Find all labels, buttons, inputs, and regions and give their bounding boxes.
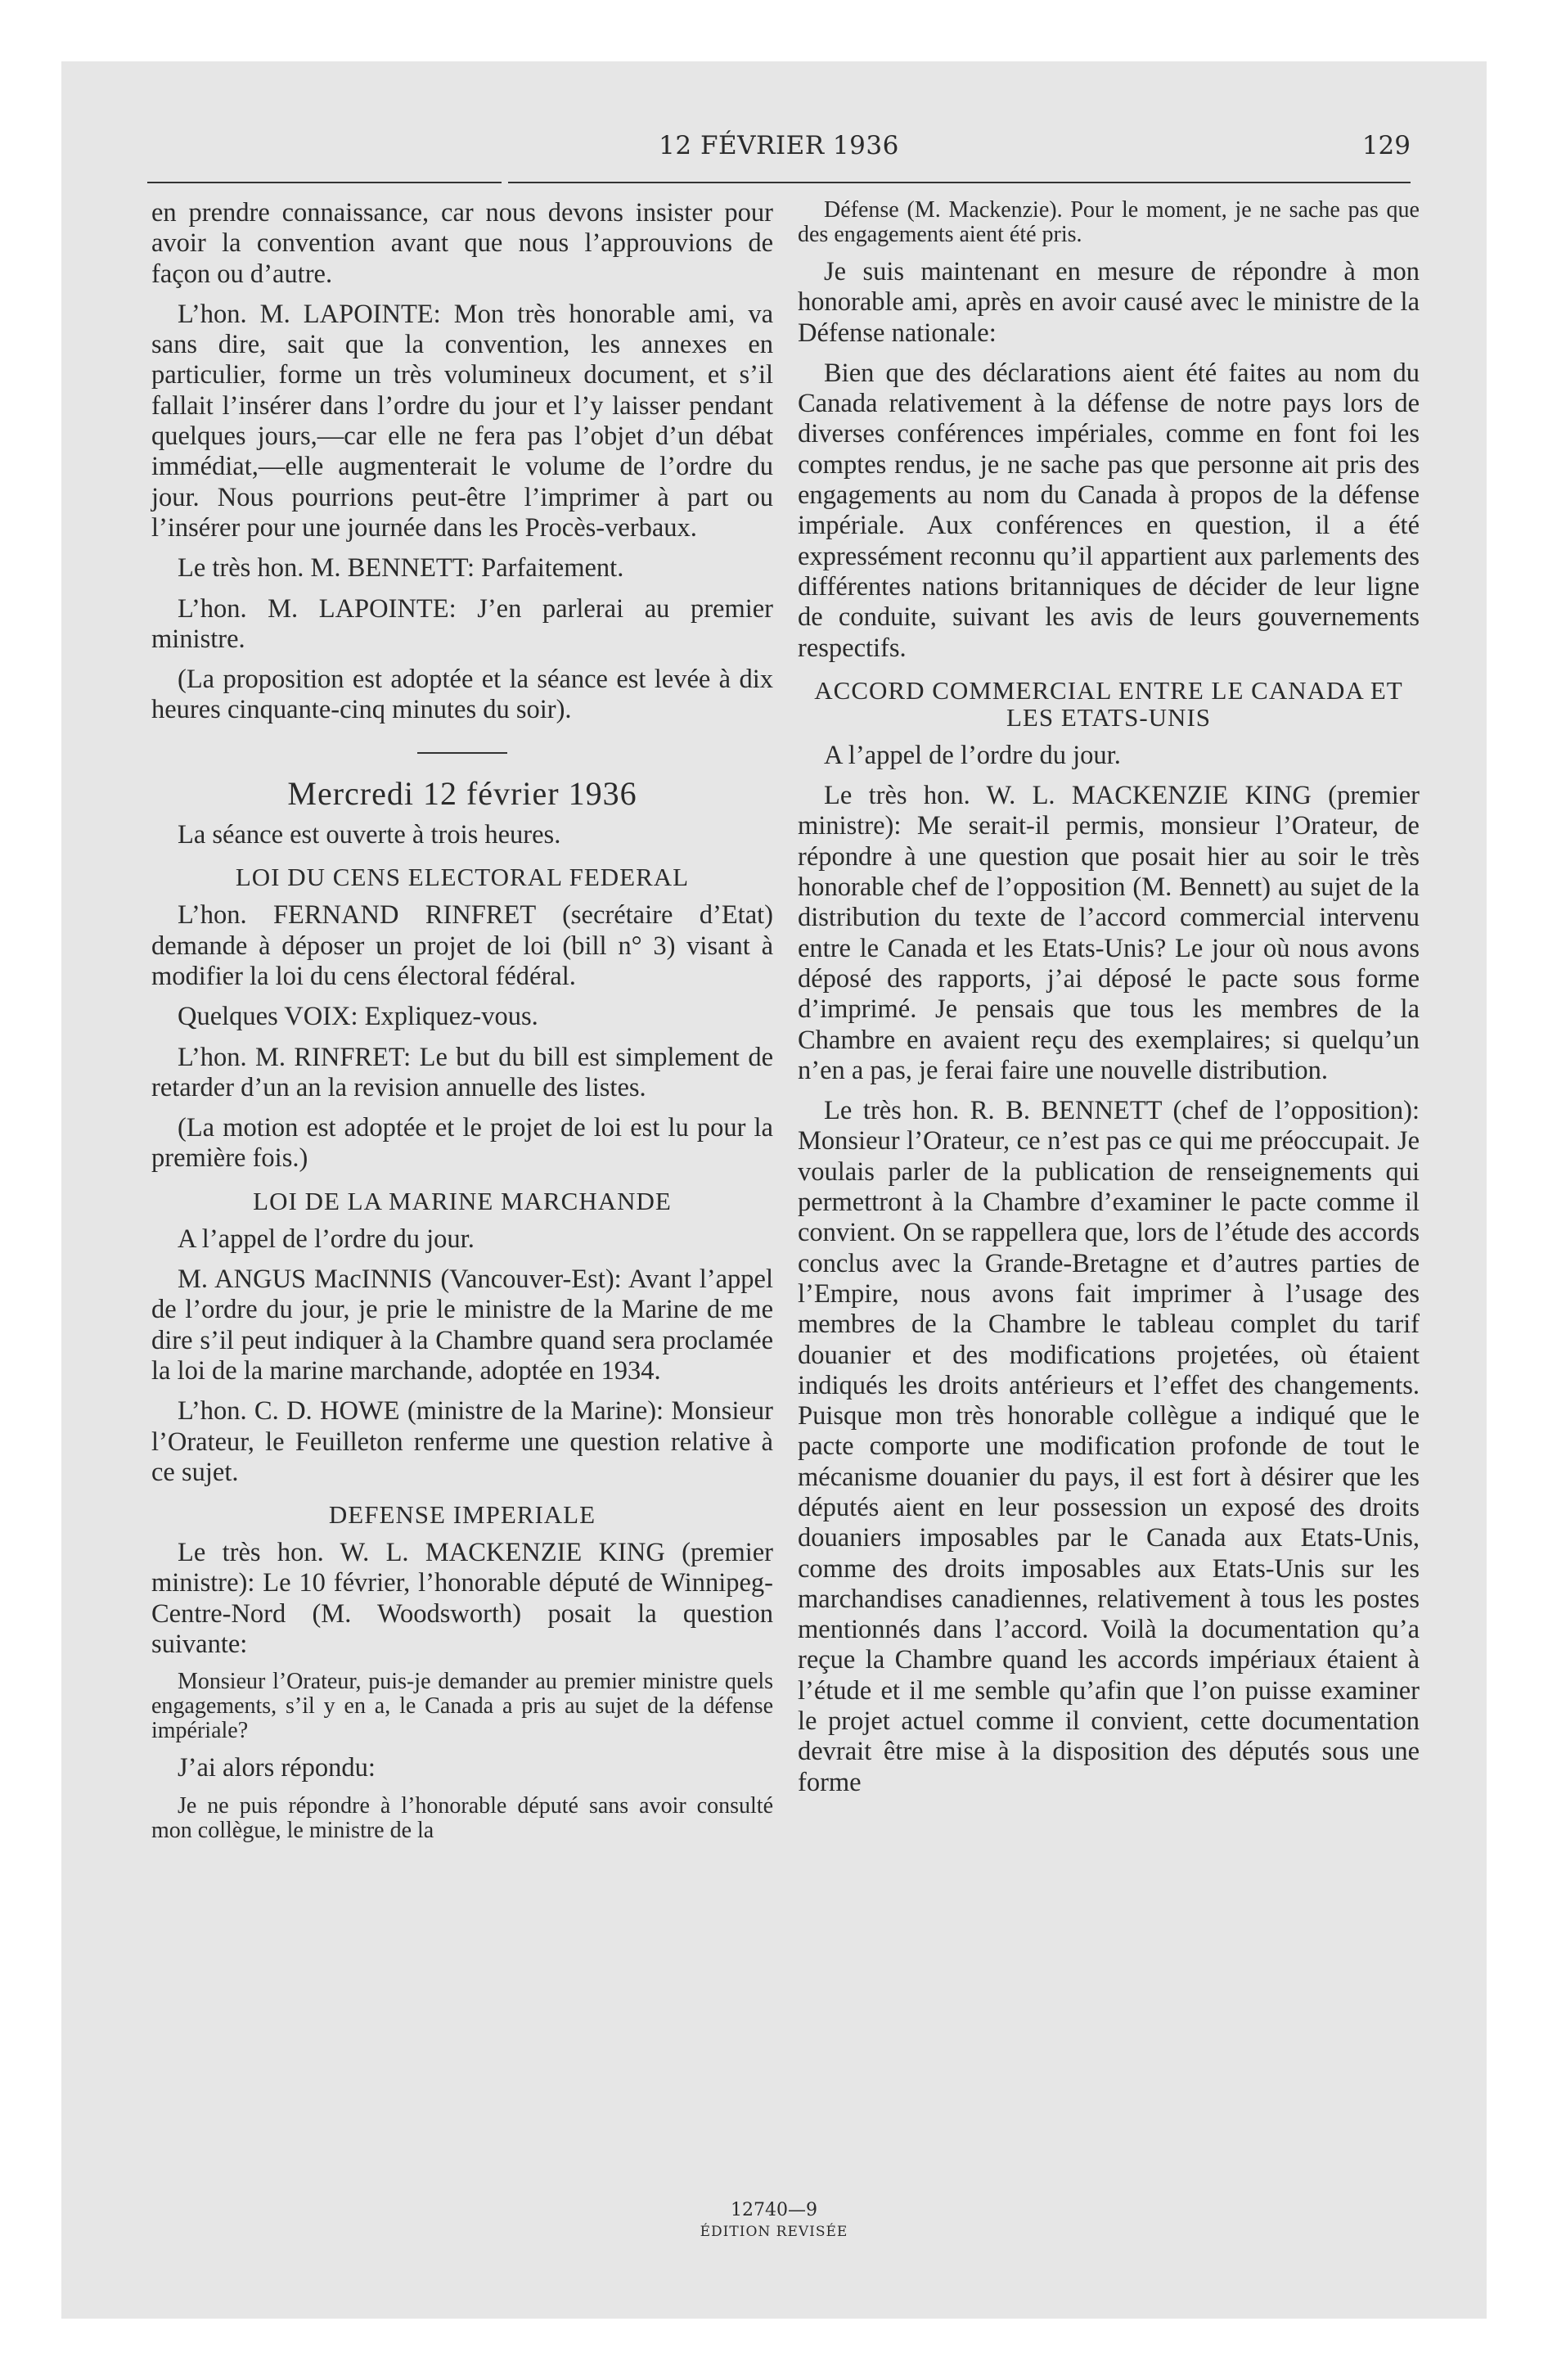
section-heading: LOI DE LA MARINE MARCHANDE: [253, 1186, 672, 1215]
right-column: [798, 198, 1420, 1808]
paragraph: Le très hon. M. BENNETT: Parfaitement.: [178, 553, 624, 584]
edition-label: ÉDITION REVISÉE: [700, 2224, 848, 2240]
section-divider: [417, 752, 507, 754]
header-date: 12 FÉVRIER 1936: [659, 131, 899, 160]
paragraph: (La proposition est adoptée et la séance est levée à dix heures cinquante-cinq minutes du soir).: [151, 665, 773, 725]
left-column: [151, 198, 773, 1853]
quoted-paragraph: Monsieur l’Orateur, puis-je demander au premier ministre quels engagements, s’il y en a, le Canada a pris au sujet de la défense impériale?: [151, 1669, 773, 1744]
paragraph: La séance est ouverte à trois heures.: [178, 820, 561, 850]
header-rule-right: [508, 182, 1411, 183]
paragraph: J’ai alors répondu:: [178, 1753, 376, 1783]
sitting-title: Mercredi 12 février 1936: [287, 774, 637, 812]
section-heading: LOI DU CENS ELECTORAL FEDERAL: [235, 863, 690, 892]
page-footer: [0, 2200, 1548, 2243]
paragraph: Quelques VOIX: Expliquez-vous.: [178, 1002, 538, 1032]
paragraph: Bien que des déclarations aient été faites au nom du Canada relativement à la défense de notre pays lors de diverses conférences impériales, comme en font foi les comptes rendus, je ne sache pas que personne ait pris des engagements au nom du Canada à propos de la défense impériale. Aux conférences en question, il a été expressément reconnu qu’il appartient aux parlements des différentes nations britanniques de décider de leur ligne de conduite, suivant les avis de leurs gouvernements respectifs.: [798, 358, 1420, 663]
paragraph: Je suis maintenant en mesure de répondre à mon honorable ami, après en avoir causé avec le ministre de la Défense nationale:: [798, 257, 1420, 348]
page-number: 129: [1361, 131, 1411, 160]
paragraph: L’hon. FERNAND RINFRET (secrétaire d’Etat) demande à déposer un projet de loi (bill n° 3) visant à modifier la loi du cens électoral fédéral.: [151, 900, 773, 991]
paragraph: (La motion est adoptée et le projet de loi est lu pour la première fois.): [151, 1113, 773, 1174]
paragraph: L’hon. M. LAPOINTE: Mon très honorable ami, va sans dire, sait que la convention, les annexes en particulier, forme un très volumineux document, et s’il fallait l’insérer dans l’ordre du jour et l’y laisser pendant quelques jours,—car elle ne fera pas l’objet d’un débat immédiat,—elle augmenterait le volume de l’ordre du jour. Nous pourrions peut-être l’imprimer à part ou l’insérer pour une journée dans les Procès-verbaux.: [151, 299, 773, 543]
paragraph: L’hon. C. D. HOWE (ministre de la Marine): Monsieur l’Orateur, le Feuilleton renferme une question relative à ce sujet.: [151, 1396, 773, 1487]
paragraph: en prendre connaissance, car nous devons insister pour avoir la convention avant que nous l’approuvions de façon ou d’autre.: [151, 198, 773, 289]
paragraph: Le très hon. W. L. MACKENZIE KING (premier ministre): Le 10 février, l’honorable député de Winnipeg-Centre-Nord (M. Woodsworth) posait la question suivante:: [151, 1538, 773, 1659]
section-heading: ACCORD COMMERCIAL ENTRE LE CANADA ET LES ETATS-UNIS: [814, 675, 1403, 732]
running-header: [147, 131, 1411, 172]
quoted-paragraph: Défense (M. Mackenzie). Pour le moment, je ne sache pas que des engagements aient été pris.: [798, 197, 1420, 247]
print-code: 12740—9: [731, 2200, 817, 2220]
section-heading: DEFENSE IMPERIALE: [328, 1500, 596, 1530]
paragraph: L’hon. M. RINFRET: Le but du bill est simplement de retarder d’un an la revision annuelle des listes.: [151, 1042, 773, 1102]
paragraph: A l’appel de l’ordre du jour.: [178, 1224, 475, 1254]
paragraph: A l’appel de l’ordre du jour.: [824, 740, 1121, 770]
header-rule-left: [147, 182, 502, 183]
paragraph: Le très hon. R. B. BENNETT (chef de l’opposition): Monsieur l’Orateur, ce n’est pas ce qui me préoccupait. Je voulais parler de la publication de renseignements qui permettront à la Chambre d’examiner le pacte comme il convient. On se rappellera que, lors de l’étude des accords conclus avec la Grande-Bretagne et d’autres parties de l’Empire, nous avons fait imprimer à l’usage des membres de la Chambre le tableau complet du tarif douanier et des modifications projetées, où étaient indiqués les droits antérieurs et l’effet des changements. Puisque mon très honorable collègue a indiqué que le pacte comporte une modification profonde de tout le mécanisme douanier du pays, il est fort à désirer que les députés aient en leur possession un exposé des droits douaniers imposables par le Canada aux Etats-Unis, comme des droits imposables aux Etats-Unis sur les marchandises canadiennes, relativement à tous les postes mentionnés dans l’accord. Voilà la documentation qu’a reçue la Chambre quand les accords impériaux étaient à l’étude et il me semble qu’afin que l’on puisse examiner le projet actuel comme il convient, cette documentation devrait être mise à la disposition des députés sous une forme: [798, 1096, 1420, 1797]
paragraph: Le très hon. W. L. MACKENZIE KING (premier ministre): Me serait-il permis, monsieur l’Orateur, de répondre à une question que posait hier au soir le très honorable chef de l’opposition (M. Bennett) au sujet de la distribution du texte de l’accord commercial intervenu entre le Canada et les Etats-Unis? Le jour où nous avons déposé des rapports, j’ai déposé le pacte sous forme d’imprimé. Je pensais que tous les membres de la Chambre en avaient reçu des exemplaires; si quelqu’un n’en a pas, je ferai faire une nouvelle distribution.: [798, 781, 1420, 1085]
paragraph: L’hon. M. LAPOINTE: J’en parlerai au premier ministre.: [151, 593, 773, 654]
paragraph: M. ANGUS MacINNIS (Vancouver-Est): Avant l’appel de l’ordre du jour, je prie le ministre de la Marine de me dire s’il peut indiquer à la Chambre quand sera proclamée la loi de la marine marchande, adoptée en 1934.: [151, 1264, 773, 1386]
quoted-paragraph: Je ne puis répondre à l’honorable député sans avoir consulté mon collègue, le ministre de la: [151, 1792, 773, 1843]
